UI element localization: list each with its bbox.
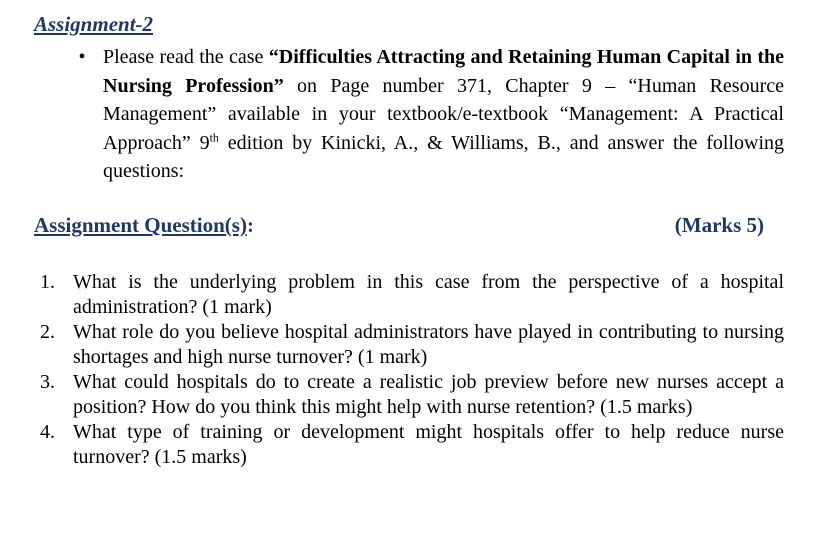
question-item xyxy=(0,320,784,370)
instruction-bullet xyxy=(72,43,784,186)
instruction-text-part: on Page number 371, Chapter 9 – “Human Resource Management” available in your textbook/e-textbook “Management: A Practical Approach” 9 xyxy=(103,74,784,154)
question-text: What type of training or development might hospitals offer to help reduce nurse turnover? (1.5 marks) xyxy=(73,421,784,468)
question-number: 3. xyxy=(40,371,55,393)
question-item xyxy=(0,370,784,420)
questions-heading-label: Assignment Question(s) xyxy=(34,213,247,237)
question-list xyxy=(0,270,784,470)
edition-superscript: th xyxy=(209,130,219,145)
bullet-icon: • xyxy=(78,46,86,68)
question-item xyxy=(0,270,784,320)
case-name: “Difficulties Attracting and Retaining Human Capital in the Nursing Profession” xyxy=(103,46,785,97)
questions-heading-colon: : xyxy=(246,213,254,237)
question-text: What could hospitals do to create a realistic job preview before new nurses accept a position? How do you think this might help with nurse retention? (1.5 marks) xyxy=(73,371,784,418)
instruction-text-part: edition by Kinicki, A., & Williams, B., and answer the following questions: xyxy=(103,131,785,183)
question-text: What role do you believe hospital administrators have played in contributing to nursing shortages and high nurse turnover? (1 mark) xyxy=(73,321,784,368)
question-number: 1. xyxy=(40,271,55,293)
assignment-title: Assignment-2 xyxy=(34,12,154,36)
question-item xyxy=(0,420,784,470)
instruction-text-part: Please read the case xyxy=(103,46,269,68)
question-number: 4. xyxy=(40,421,55,443)
question-number: 2. xyxy=(40,321,55,343)
question-text: What is the underlying problem in this case from the perspective of a hospital administration? (1 mark) xyxy=(73,271,784,318)
instruction-text xyxy=(103,43,784,186)
total-marks: (Marks 5) xyxy=(674,213,764,237)
questions-heading xyxy=(34,213,764,238)
